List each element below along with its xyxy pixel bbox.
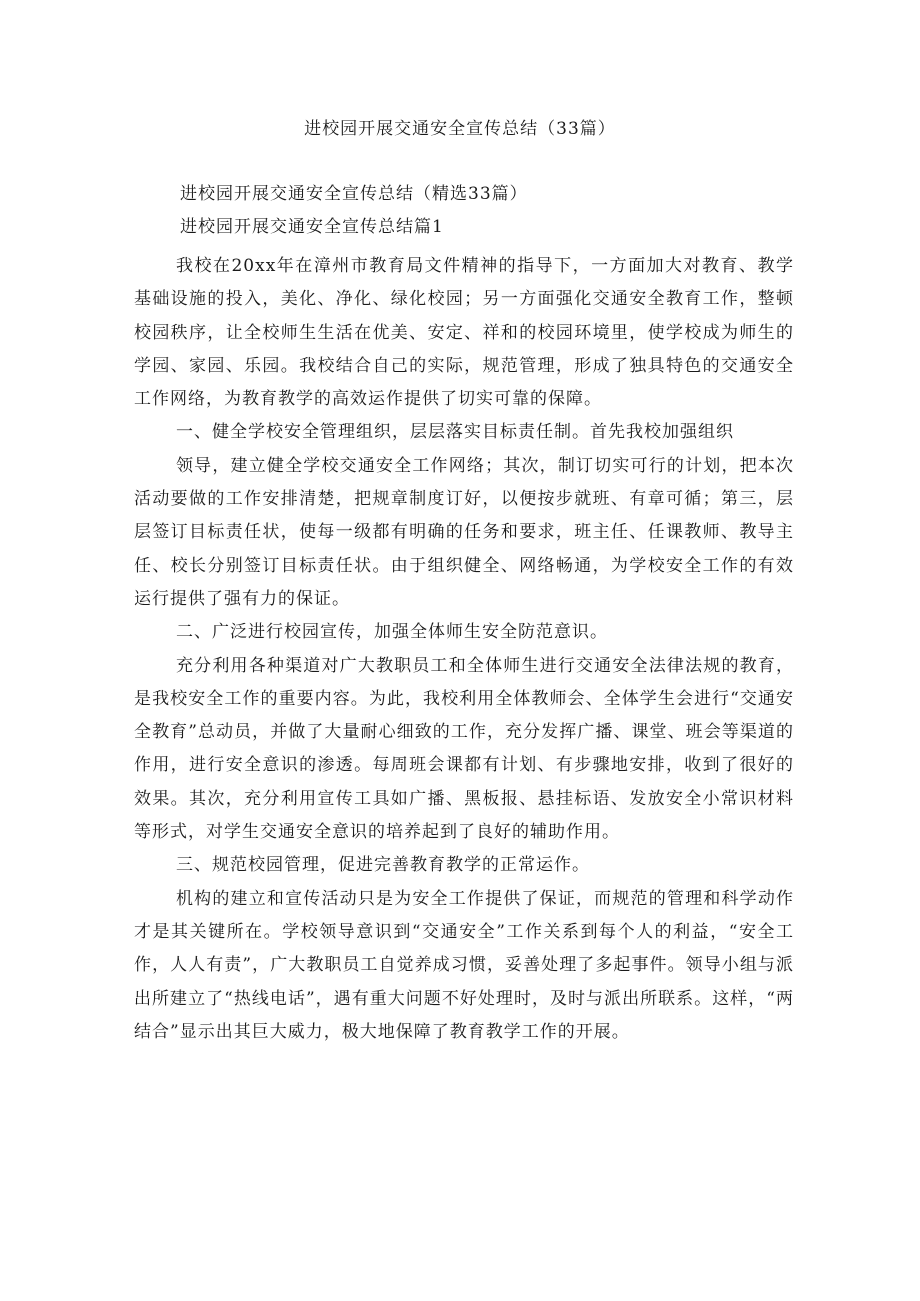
document-title: 进校园开展交通安全宣传总结（33篇） [304, 119, 616, 139]
paragraph: 机构的建立和宣传活动只是为安全工作提供了保证，而规范的管理和科学动作才是其关键所在。学校领导意识到“交通安全”工作关系到每个人的利益，“安全工作，人人有责”，广大教职员工自觉养成习惯，妥善处理了多起事件。领导小组与派出所建立了“热线电话”，遇有重大问题不好处理时，及时与派出所联系。这样，“两结合”显示出其巨大威力，极大地保障了教育教学工作的开展。 [134, 888, 794, 1042]
paragraph: 我校在20xx年在漳州市教育局文件精神的指导下，一方面加大对教育、教学基础设施的投入，美化、净化、绿化校园；另一方面强化交通安全教育工作，整顿校园秩序，让全校师生生活在优美、安定、祥和的校园环境里，使学校成为师生的学园、家园、乐园。我校结合自己的实际，规范管理，形成了独具特色的交通安全工作网络，为教育教学的高效运作提供了切实可靠的保障。 [134, 256, 794, 410]
section-heading: 进校园开展交通安全宣传总结篇1 [180, 217, 444, 237]
paragraph-heading-2: 二、广泛进行校园宣传，加强全体师生安全防范意识。 [176, 622, 608, 643]
paragraph: 充分利用各种渠道对广大教职员工和全体师生进行交通安全法律法规的教育，是我校安全工作的重要内容。为此，我校利用全体教师会、全体学生会进行“交通安全教育”总动员，并做了大量耐心细致的工作，充分发挥广播、课堂、班会等渠道的作用，进行安全意识的渗透。每周班会课都有计划、有步骤地安排，收到了很好的效果。其次，充分利用宣传工具如广播、黑板报、悬挂标语、发放安全小常识材料等形式，对学生交通安全意识的培养起到了良好的辅助作用。 [134, 655, 794, 843]
paragraph-heading-1: 一、健全学校安全管理组织，层层落实目标责任制。首先我校加强组织 [176, 422, 734, 443]
document-body [134, 250, 794, 1049]
paragraph: 领导，建立健全学校交通安全工作网络；其次，制订切实可行的计划，把本次活动要做的工作安排清楚，把规章制度订好，以便按步就班、有章可循；第三，层层签订目标责任状，使每一级都有明确的任务和要求，班主任、任课教师、教导主任、校长分别签订目标责任状。由于组织健全、网络畅通，为学校安全工作的有效运行提供了强有力的保证。 [134, 455, 794, 609]
paragraph-heading-3: 三、规范校园管理，促进完善教育教学的正常运作。 [176, 855, 590, 876]
document-subtitle: 进校园开展交通安全宣传总结（精选33篇） [180, 184, 528, 204]
